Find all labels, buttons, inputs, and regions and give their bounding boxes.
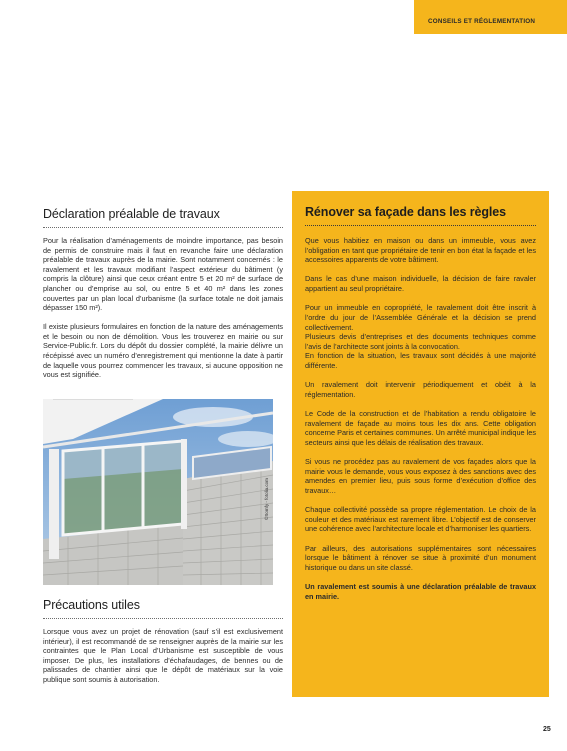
section-header-tab: [414, 0, 567, 34]
precautions-body: [43, 627, 283, 685]
page-number: 25: [543, 726, 551, 733]
declaration-title: Déclaration préalable de travaux: [43, 207, 220, 221]
renover-paragraph-2: Dans le cas d’une maison individuelle, la décision de faire ravaler appartient au seul propriétaire.: [305, 274, 536, 294]
photo-credit: ©Somfy - fotolia.com: [264, 478, 269, 520]
renover-paragraph-3: Pour un immeuble en copropriété, le ravalement doit être inscrit à l’ordre du jour de l’Assemblée Générale et la décision se prend collectivement. Plusieurs devis d’entreprises et des documents techniques comme l’avis de l’architecte sont joints à la convocation. En fonction de la situation, les travaux sont décidés à une majorité différente.: [305, 303, 536, 370]
house-extension-photo: [43, 399, 273, 585]
declaration-body: [43, 236, 283, 380]
renover-body: [305, 236, 536, 601]
renover-conclusion: Un ravalement est soumis à une déclaration préalable de travaux en mairie.: [305, 582, 536, 601]
renover-paragraph-1: Que vous habitiez en maison ou dans un immeuble, vous avez l’obligation en tant que propriétaire de tenir en bon état la façade et les accessoires apparents de votre bâtiment.: [305, 236, 536, 265]
precautions-paragraph-1: Lorsque vous avez un projet de rénovation (sauf s’il est exclusivement intérieur), il est recommandé de se renseigner auprès de la mairie sur les contraintes que le Plan Local d’Urbanisme est susceptible de vous imposer. De plus, les installations d’échafaudages, de bennes ou de palissades de chantier ainsi que le dépôt de matériaux sur la voie publique sont soumis à autorisation.: [43, 627, 283, 684]
declaration-heading-wrap: [43, 207, 283, 228]
renover-paragraph-7: Chaque collectivité possède sa propre réglementation. Le choix de la couleur et des matériaux est rarement libre. L’objectif est de conserver une cohérence avec l’architecture locale et d’harmoniser les quartiers.: [305, 505, 536, 534]
renover-paragraph-5: Le Code de la construction et de l’habitation a rendu obligatoire le ravalement de façade au moins tous les dix ans. Cette obligation concerne Paris et certaines communes. Un arrêté municipal indique les secteurs ainsi que les délais de réalisation des travaux.: [305, 409, 536, 447]
renover-facade-box: [292, 191, 549, 697]
renover-title: Rénover sa façade dans les règles: [305, 205, 506, 219]
precautions-section: [43, 598, 283, 694]
renover-paragraph-8: Par ailleurs, des autorisations supplémentaires sont nécessaires lorsque le bâtiment à rénover se situe à proximité d’un monument historique ou dans un site classé.: [305, 543, 536, 572]
declaration-paragraph-1: Pour la réalisation d’aménagements de moindre importance, pas besoin de permis de construire mais il faut en revanche faire une déclaration préalable de travaux auprès de la mairie. Sont notamment concernés : le ravalement et les travaux modifiant l’aspect extérieur du bâtiment (y compris la clôture) ainsi que ceux créant entre 5 et 20 m² de surface de plancher ou d’emprise au sol, ou entre 5 et 40 m² dans les zones couvertes par un plan local d’urbanisme (la surface totale ne doit jamais dépasser 150 m²).: [43, 236, 283, 313]
renover-paragraph-4: Un ravalement doit intervenir périodiquement et obéit à la réglementation.: [305, 380, 536, 399]
precautions-title: Précautions utiles: [43, 598, 140, 612]
declaration-section: [43, 207, 283, 389]
declaration-paragraph-2: Il existe plusieurs formulaires en fonction de la nature des aménagements et le besoin ou non de démolition. Vous les trouverez en mairie ou sur Service-Public.fr. Lors du dépôt du dossier complété, la mairie délivre un récépissé avec un numéro d’enregistrement qui mentionne la date à partir de laquelle vous pourrez commencer les travaux, si aucune opposition ne vous est signifiée.: [43, 322, 283, 380]
renover-heading-wrap: [305, 205, 536, 226]
section-label: CONSEILS ET RÉGLEMENTATION: [428, 17, 536, 25]
renover-facade-content: [305, 205, 536, 611]
precautions-heading-wrap: [43, 598, 283, 619]
renover-paragraph-6: Si vous ne procédez pas au ravalement de vos façades alors que la mairie vous le demande, vous vous exposez à des sanctions avec des amendes en premier lieu, puis sous forme d’exécution d’office des travaux…: [305, 457, 536, 495]
